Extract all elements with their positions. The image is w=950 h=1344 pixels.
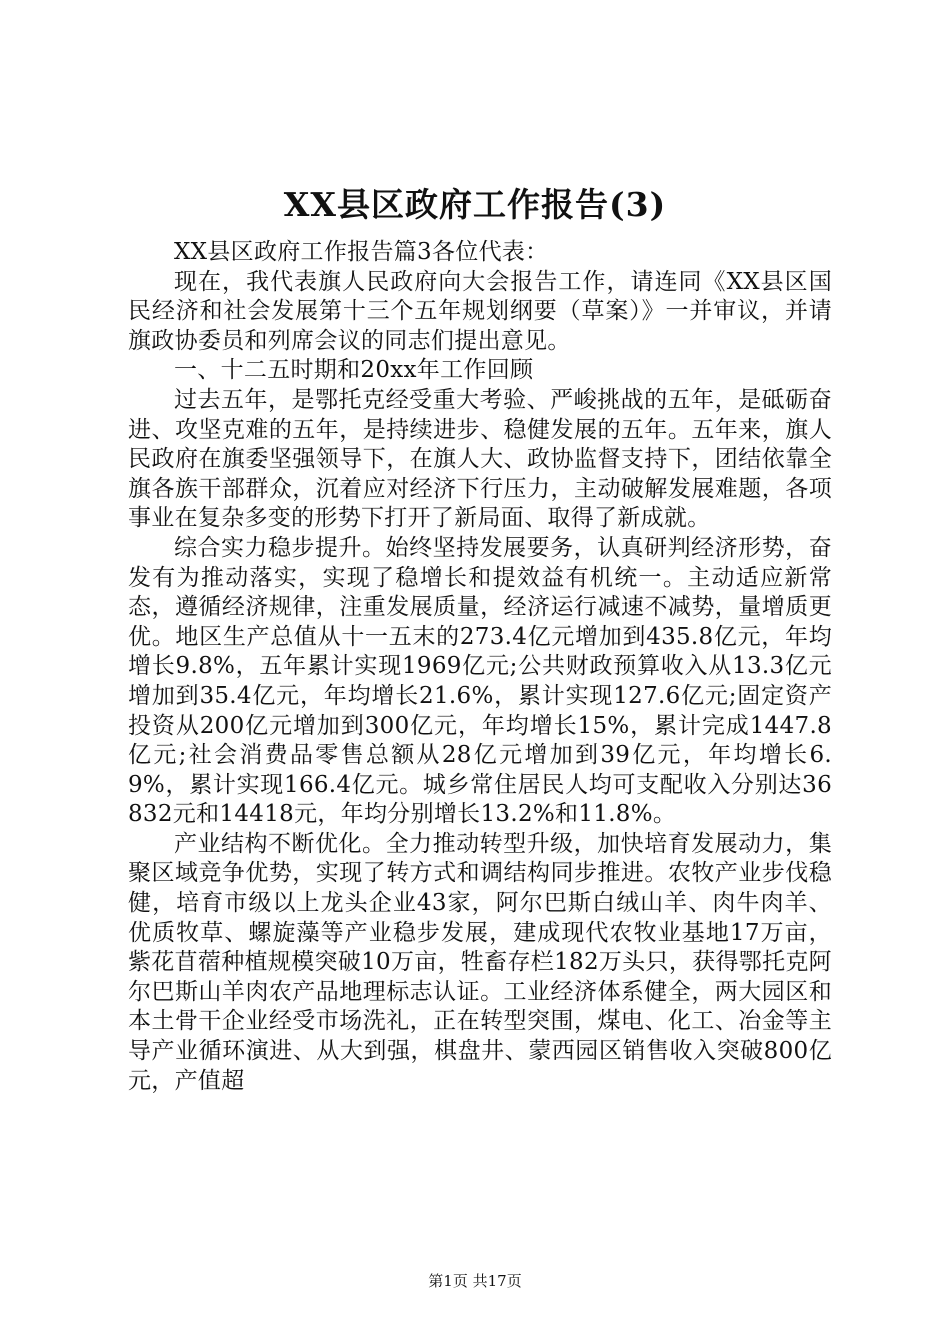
paragraph-industry: 产业结构不断优化。全力推动转型升级，加快培育发展动力，集聚区域竞争优势，实现了转方式和调结构同步推进。农牧产业步伐稳健，培育市级以上龙头企业43家，阿尔巴斯白绒山羊、肉牛肉羊、优质牧草、螺旋藻等产业稳步发展，建成现代农牧业基地17万亩，紫花苜蓿种植规模突破10万亩，牲畜存栏182万头只，获得鄂托克阿尔巴斯山羊肉农产品地理标志认证。工业经济体系健全，两大园区和本土骨干企业经受市场洗礼，正在转型突围，煤电、化工、冶金等主导产业循环演进、从大到强，棋盘井、蒙西园区销售收入突破800亿元，产值超: [128, 830, 832, 1094]
paragraph-intro: 现在，我代表旗人民政府向大会报告工作，请连同《XX县区国民经济和社会发展第十三个五年规划纲要（草案）》一并审议，并请旗政协委员和列席会议的同志们提出意见。: [128, 268, 832, 354]
paragraph-strength: 综合实力稳步提升。始终坚持发展要务，认真研判经济形势，奋发有为推动落实，实现了稳增长和提效益有机统一。主动适应新常态，遵循经济规律，注重发展质量，经济运行减速不减势，量增质更优。地区生产总值从十一五末的273.4亿元增加到435.8亿元，年均增长9.8%，五年累计实现1969亿元;公共财政预算收入从13.3亿元增加到35.4亿元，年均增长21.6%，累计实现127.6亿元;固定资产投资从200亿元增加到300亿元，年均增长15%，累计完成1447.8亿元;社会消费品零售总额从28亿元增加到39亿元，年均增长6.9%，累计实现166.4亿元。城乡常住居民人均可支配收入分别达36832元和14418元，年均分别增长13.2%和11.8%。: [128, 534, 832, 828]
document-body: [128, 238, 832, 1096]
page-title: XX县区政府工作报告(3): [283, 185, 667, 224]
paragraph-review: 过去五年，是鄂托克经受重大考验、严峻挑战的五年，是砥砺奋进、攻坚克难的五年，是持续进步、稳健发展的五年。五年来，旗人民政府在旗委坚强领导下，在旗人大、政协监督支持下，团结依靠全旗各族干部群众，沉着应对经济下行压力，主动破解发展难题，各项事业在复杂多变的形势下打开了新局面、取得了新成就。: [128, 386, 832, 532]
section-heading: 一、十二五时期和20xx年工作回顾: [174, 357, 534, 384]
page-number-footer: 第1页 共17页: [428, 1272, 522, 1290]
paragraph-greeting: XX县区政府工作报告篇3各位代表：: [174, 239, 549, 265]
